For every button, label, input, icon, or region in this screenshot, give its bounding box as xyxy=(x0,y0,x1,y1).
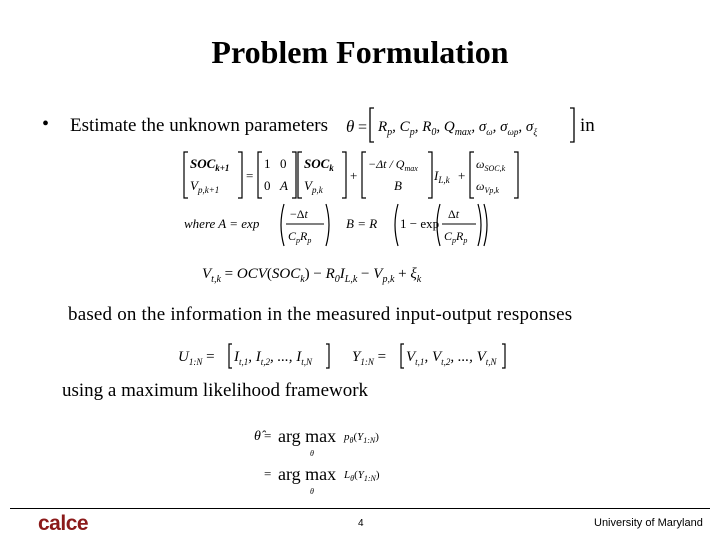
svg-text:IL,k: $I_{L,k}$ xyxy=(434,168,450,185)
page-number: 4 xyxy=(358,518,364,529)
theta-parameter-equation xyxy=(344,104,576,146)
svg-text:+: + xyxy=(458,168,466,183)
svg-text:=: = xyxy=(246,168,254,183)
voltage-equation xyxy=(200,258,480,288)
svg-text:θ̂: θ̂ xyxy=(254,429,261,444)
svg-text:Vp,k: $V_{p,k}$ xyxy=(304,178,323,195)
svg-text:SOCk+1: $SOC_{k+1}$ xyxy=(190,156,230,173)
max-likelihood-equation xyxy=(252,420,412,500)
svg-text:ωSOC,k: $\omega_{SOC,k}$ xyxy=(476,157,506,173)
svg-text:CpRp: $C_pR_p$ xyxy=(444,229,468,245)
bullet-marker: • xyxy=(42,113,50,135)
svg-text:θ: θ xyxy=(310,449,314,458)
svg-text:−Δt: −Δt xyxy=(290,207,308,221)
svg-text:It,1, It,2, ..., It,N: $I_{t,1}$, $I_{t,2}$, ..., $I_{t,N}$ xyxy=(234,349,313,367)
svg-text:Rp, Cp, R0, Qmax, σω, σωp, σξ: $R_p$, $C_p$, $R_0$, $Q_{max}$, $\sigma_\omega$, $\sigma_{\omega p}$, $\sigma_\xi$ xyxy=(378,119,538,138)
state-equation xyxy=(182,150,522,200)
svg-text:=: = xyxy=(358,119,368,136)
calce-logo: calce xyxy=(38,512,89,535)
svg-text:A: A xyxy=(280,178,288,193)
exp-label: 1 − exp xyxy=(400,216,440,231)
svg-text:Δt: Δt xyxy=(448,207,460,221)
svg-text:Lθ(Y1:N): $L_\theta(Y_{1:N})$ xyxy=(344,469,380,483)
matrix-definitions xyxy=(182,200,492,250)
info-text: based on the information in the measured input-output responses xyxy=(68,304,573,325)
svg-text:Vt,1, Vt,2, ..., Vt,N: $V_{t,1}$, $V_{t,2}$, ..., $V_{t,N}$ xyxy=(406,349,497,367)
svg-text:U1:N =: $U_{1:N}$ = xyxy=(178,349,215,367)
slide-title: Problem Formulation xyxy=(211,34,509,70)
bullet-text: Estimate the unknown parameters xyxy=(70,115,329,136)
svg-text:ωVp,k: $\omega_{Vp,k}$ xyxy=(476,179,499,195)
footer-divider xyxy=(10,508,710,509)
svg-text:1: 1 xyxy=(264,156,271,171)
svg-text:Vp,k+1: $V_{p,k+1}$ xyxy=(190,178,220,195)
svg-text:0: 0 xyxy=(264,178,271,193)
svg-text:0: 0 xyxy=(280,156,287,171)
svg-text:θ: θ xyxy=(346,117,355,136)
svg-text:−Δt / Qmax: $-\Delta t / Q_{max}$ xyxy=(368,157,418,173)
svg-text:pθ(Y1:N): $p_\theta(Y_{1:N})$ xyxy=(344,431,379,445)
in-text: in xyxy=(580,115,595,136)
io-sequences xyxy=(176,340,516,370)
ml-framework-text: using a maximum likelihood framework xyxy=(62,380,369,401)
svg-text:CpRp: $C_pR_p$ xyxy=(288,229,312,245)
svg-text:=: = xyxy=(264,466,272,481)
svg-text:Vt,k = OCV(SOCk) − R0IL,k − Vp: $V_{t,k} = OCV(SOC_k) - R_0I_{L,k} - V_{p,k} + \xi_k$ xyxy=(202,266,422,285)
svg-text:+: + xyxy=(350,168,358,183)
argmax-2: arg max xyxy=(278,464,337,484)
argmax-1: arg max xyxy=(278,426,337,446)
svg-text:=: = xyxy=(264,428,272,443)
svg-text:Y1:N =: $Y_{1:N}$ = xyxy=(352,349,387,367)
footer-organization: University of Maryland xyxy=(594,517,703,529)
svg-text:θ: θ xyxy=(310,487,314,496)
svg-text:B: B xyxy=(394,178,402,193)
svg-text:SOCk: $SOC_k$ xyxy=(304,156,334,173)
where-a-label: where A = exp xyxy=(184,216,260,231)
b-label: B = R xyxy=(346,216,378,231)
